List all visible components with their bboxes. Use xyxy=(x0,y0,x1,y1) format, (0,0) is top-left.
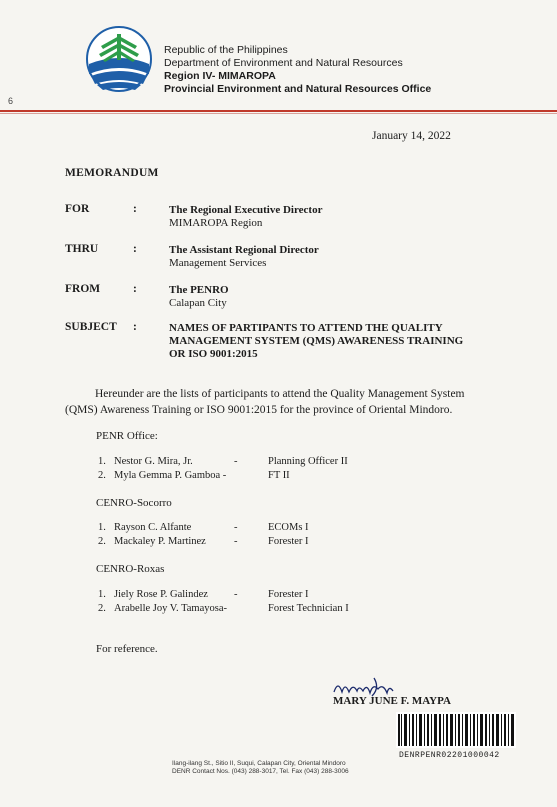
letterhead-line-1: Republic of the Philippines xyxy=(164,44,288,56)
header-rule-thin xyxy=(0,113,557,114)
for-value xyxy=(169,204,322,230)
for-label: FOR xyxy=(65,203,90,215)
list-item-name: Nestor G. Mira, Jr. xyxy=(114,456,193,467)
list-item-dash: - xyxy=(234,536,238,547)
list-item-dash: - xyxy=(234,589,238,600)
subject-line-1: NAMES OF PARTIPANTS TO ATTEND THE QUALITY xyxy=(169,322,443,334)
list-item-position: Planning Officer II xyxy=(268,456,348,467)
list-item-number: 1. xyxy=(98,456,106,467)
group-cenro-roxas: CENRO-Roxas xyxy=(96,563,165,575)
list-item-number: 1. xyxy=(98,589,106,600)
letterhead-line-2: Department of Environment and Natural Resources xyxy=(164,57,403,69)
list-item-position: FT II xyxy=(268,470,290,481)
closing-text: For reference. xyxy=(96,643,158,655)
group-penr-office: PENR Office: xyxy=(96,430,158,442)
footer-address xyxy=(172,760,349,776)
list-item-position: Forest Technician I xyxy=(268,603,349,614)
thru-label: THRU xyxy=(65,243,99,255)
letterhead xyxy=(164,44,431,96)
body-paragraph xyxy=(65,386,495,418)
list-item-name: Myla Gemma P. Gamboa - xyxy=(114,470,227,481)
footer-contact-line: DENR Contact Nos. (043) 288-3017, Tel. Fax (043) 288-3006 xyxy=(172,768,349,775)
from-label: FROM xyxy=(65,283,101,295)
list-item-position: ECOMs I xyxy=(268,522,309,533)
from-colon: : xyxy=(133,283,137,295)
paragraph-line-2: (QMS) Awareness Training or ISO 9001:2015 for the province of Oriental Mindoro. xyxy=(65,404,453,416)
list-item-number: 2. xyxy=(98,603,106,614)
thru-title: The Assistant Regional Director xyxy=(169,244,319,256)
for-colon: : xyxy=(133,203,137,215)
list-item-number: 2. xyxy=(98,536,106,547)
letterhead-line-3: Region IV- MIMAROPA xyxy=(164,70,276,82)
subject-line-2: MANAGEMENT SYSTEM (QMS) AWARENESS TRAINING xyxy=(169,335,464,347)
list-item-name: Mackaley P. Martinez xyxy=(114,536,206,547)
subject-colon: : xyxy=(133,321,137,333)
list-item-name: Arabelle Joy V. Tamayosa- xyxy=(114,603,227,614)
subject-value xyxy=(169,322,463,361)
paragraph-line-1: Hereunder are the lists of participants to attend the Quality Management System xyxy=(95,388,465,400)
memo-title: MEMORANDUM xyxy=(65,167,159,179)
list-item-name: Jiely Rose P. Galindez xyxy=(114,589,208,600)
list-item-dash: - xyxy=(234,522,238,533)
barcode-number: DENRPENR02201000042 xyxy=(399,751,500,760)
list-item-position: Forester I xyxy=(268,536,309,547)
from-title: The PENRO xyxy=(169,284,229,296)
list-item-dash: - xyxy=(234,456,238,467)
memo-date: January 14, 2022 xyxy=(372,130,451,142)
thru-sub: Management Services xyxy=(169,257,267,269)
margin-mark: 6 xyxy=(8,96,14,106)
list-item-position: Forester I xyxy=(268,589,309,600)
thru-colon: : xyxy=(133,243,137,255)
denr-logo xyxy=(85,24,153,94)
for-sub: MIMAROPA Region xyxy=(169,217,263,229)
from-sub: Calapan City xyxy=(169,297,227,309)
from-value xyxy=(169,284,229,310)
letterhead-line-4: Provincial Environment and Natural Resources Office xyxy=(164,83,432,95)
subject-line-3: OR ISO 9001:2015 xyxy=(169,348,258,360)
subject-label: SUBJECT xyxy=(65,321,117,333)
list-item-number: 1. xyxy=(98,522,106,533)
footer-address-line: Ilang-ilang St., Sitio II, Suqui, Calapan City, Oriental Mindoro xyxy=(172,760,346,767)
list-item-number: 2. xyxy=(98,470,106,481)
group-cenro-socorro: CENRO-Socorro xyxy=(96,497,172,509)
signatory-name: MARY JUNE F. MAYPA xyxy=(333,695,451,707)
for-title: The Regional Executive Director xyxy=(169,204,323,216)
thru-value xyxy=(169,244,319,270)
list-item-name: Rayson C. Alfante xyxy=(114,522,192,533)
header-rule xyxy=(0,110,557,112)
barcode xyxy=(396,712,516,748)
